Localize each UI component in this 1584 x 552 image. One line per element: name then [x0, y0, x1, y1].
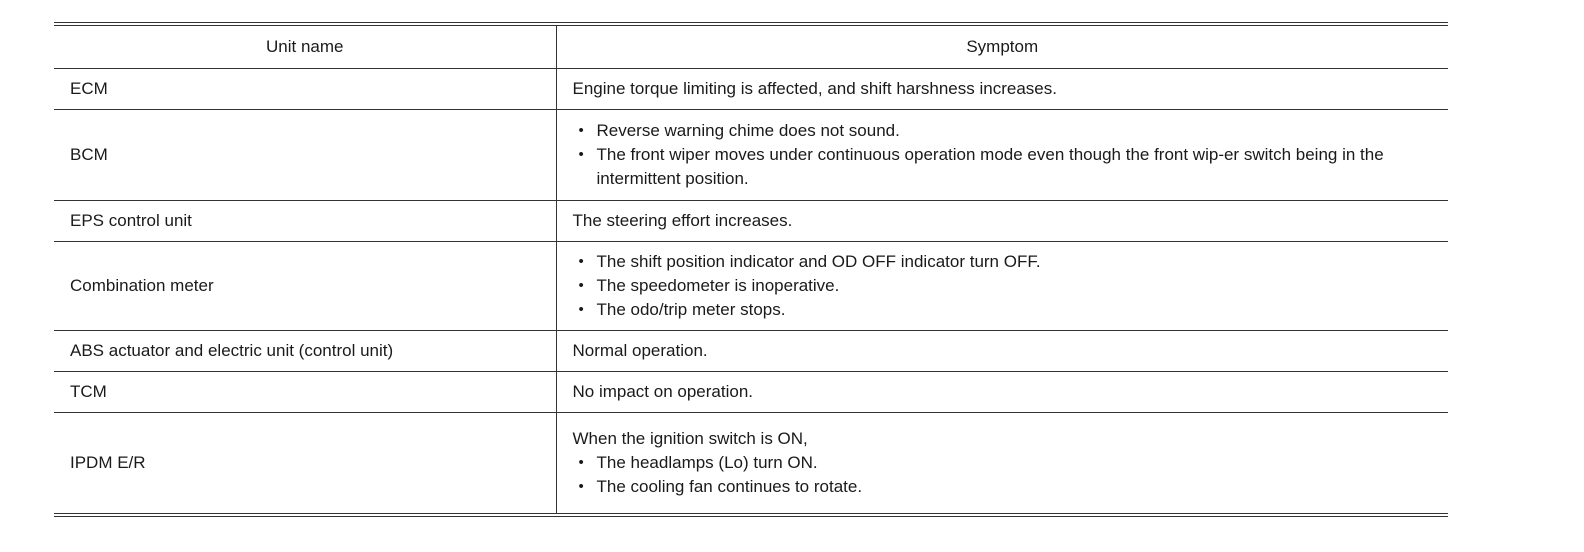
table-row [54, 110, 1448, 201]
table-row [54, 413, 1448, 516]
table-row [54, 242, 1448, 331]
unit-name-cell: IPDM E/R [54, 413, 556, 516]
table-row [54, 331, 1448, 372]
list-item: • The speedometer is inoperative. [573, 274, 1449, 298]
symptom-intro: When the ignition switch is ON, [572, 429, 808, 448]
symptom-list [573, 250, 1449, 322]
symptom-cell: Normal operation. [556, 331, 1448, 372]
list-item: • The shift position indicator and OD OFF indicator turn OFF. [573, 250, 1449, 274]
table-row [54, 372, 1448, 413]
header-row [54, 24, 1448, 69]
unit-name-cell: ABS actuator and electric unit (control unit) [54, 331, 556, 372]
list-item: • The headlamps (Lo) turn ON. [573, 451, 1449, 475]
symptom-header: Symptom [556, 24, 1448, 69]
symptom-list [573, 119, 1449, 191]
unit-name-header: Unit name [54, 24, 556, 69]
symptom-cell: The steering effort increases. [556, 201, 1448, 242]
unit-name-cell: BCM [54, 110, 556, 201]
list-item: • The cooling fan continues to rotate. [573, 475, 1449, 499]
list-item: • The front wiper moves under continuous operation mode even though the front wip-er switch being in the intermittent position. [573, 143, 1449, 191]
symptom-cell: Engine torque limiting is affected, and shift harshness increases. [556, 69, 1448, 110]
unit-name-cell: ECM [54, 69, 556, 110]
symptom-cell [556, 242, 1448, 331]
symptom-table [54, 22, 1448, 517]
symptom-cell [556, 110, 1448, 201]
list-item: • Reverse warning chime does not sound. [573, 119, 1449, 143]
unit-name-cell: TCM [54, 372, 556, 413]
list-item: • The odo/trip meter stops. [573, 298, 1449, 322]
table-row [54, 69, 1448, 110]
unit-name-cell: EPS control unit [54, 201, 556, 242]
symptom-cell [556, 413, 1448, 516]
symptom-cell: No impact on operation. [556, 372, 1448, 413]
unit-name-cell: Combination meter [54, 242, 556, 331]
symptom-list [573, 451, 1449, 499]
table-row [54, 201, 1448, 242]
